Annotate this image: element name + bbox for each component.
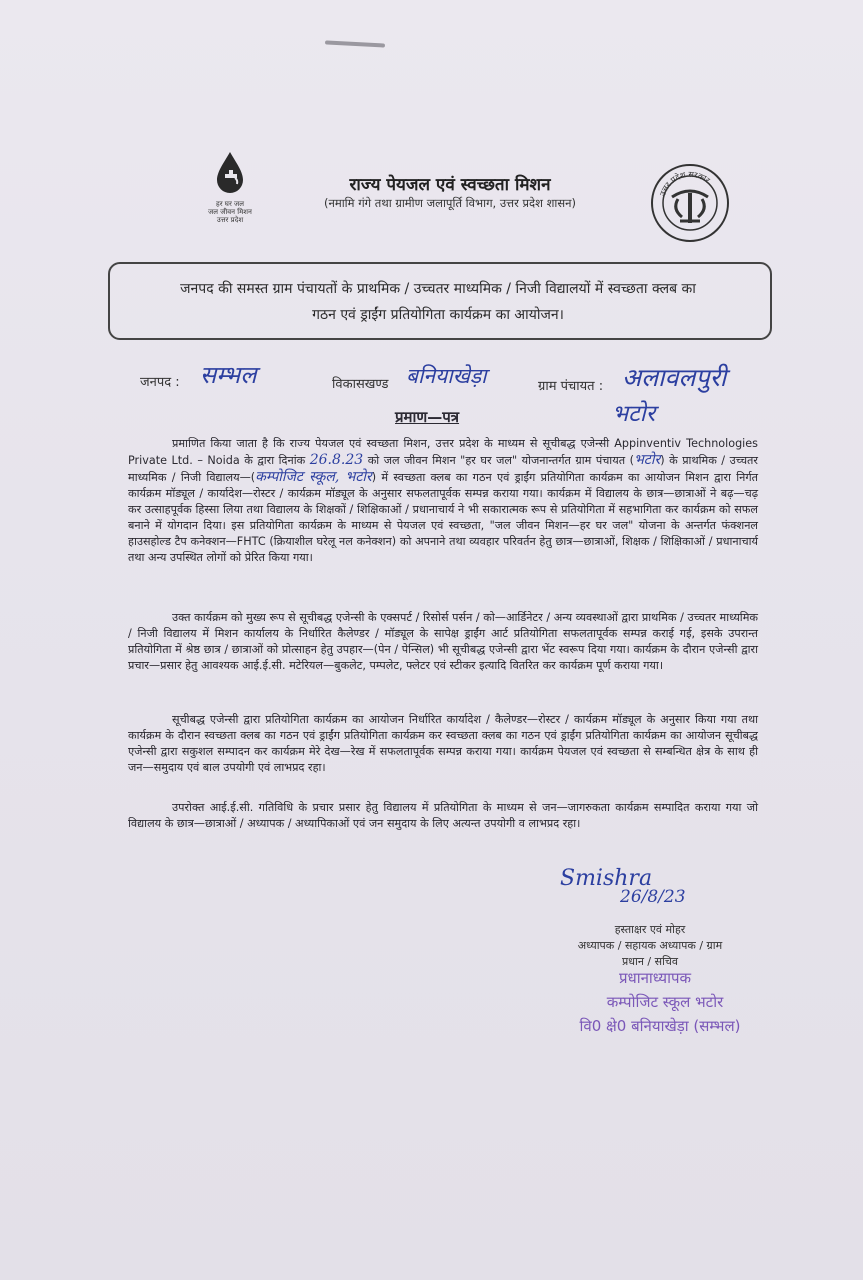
stamp-line-2: कम्पोजिट स्कूल भटोर xyxy=(606,993,724,1011)
p1-text-d: ) में स्वच्छता क्लब का गठन एवं ड्राईंग प्रतियोगिता कार्यक्रम का आयोजन मिशन द्वारा निर्गत कार्यक्रम मॉड्यूल / कार्यादेश—रोस्टर / कार्यक्रम मॉड्यूल के अनुसार सफलतापूर्वक सम्पन्न कराया गया। कार्यक्रम में विद्यालय के छात्र—छात्राओं ने बढ़—चढ़ कर उत्साहपूर्वक हिस्सा लिया तथा विद्यालय के शिक्षकों / शिक्षिकाओं / प्रधानाचार्य ने भी सकारात्मक रूप से प्रतियोगिता में सहभागिता कर कार्यक्रम को सफल बनाने में योगदान दिया। इस प्रतियोगिता कार्यक्रम के माध्यम से पेयजल एवं स्वच्छता, "जल जीवन मिशन—हर घर जल" योजना के अन्तर्गत फंक्शनल हाउसहोल्ड टैप कनेक्शन—FHTC (क्रियाशील घरेलू नल कनेक्शन) को अपनाने तथा व्यवहार परिवर्तन हेतु छात्र—छात्राओं, शिक्षक / शिक्षिकाओं / प्रधानाचार्य तथा अन्य उपस्थित लोगों को प्रेरित किया गया। xyxy=(128,471,758,564)
gram-panchayat-value: अलावलपुरी xyxy=(622,363,727,392)
mission-title: राज्य पेयजल एवं स्वच्छता मिशन xyxy=(349,175,551,195)
water-drop-tap-icon xyxy=(213,150,247,196)
program-date: 26.8.23 xyxy=(309,452,364,468)
signature-mark: Smishra xyxy=(560,866,653,891)
block-label: विकासखण्ड xyxy=(332,377,389,392)
mission-subtitle: (नमामि गंगे तथा ग्रामीण जलापूर्ति विभाग, उत्तर प्रदेश शासन) xyxy=(323,196,577,210)
p1-text-b: को जल जीवन मिशन "हर घर जल" योजनान्तर्गत ग्राम पंचायत ( xyxy=(367,454,634,467)
seal-text: उत्तर प्रदेश सरकार xyxy=(658,169,712,198)
paragraph-gram-panchayat: भटोर xyxy=(633,452,661,468)
uttar-pradesh-state-seal-icon xyxy=(650,163,730,243)
signature-label-1: हस्ताक्षर एवं मोहर xyxy=(614,923,686,936)
paragraph-3: सूचीबद्ध एजेन्सी द्वारा प्रतियोगिता कार्यक्रम का आयोजन निर्धारित कार्यादेश / कैलेण्डर—रोस्टर / कार्यक्रम मॉड्यूल के अनुसार किया गया तथा कार्यक्रम के दौरान स्वच्छता क्लब का गठन एवं ड्राईंग प्रतियोगिता कार्यक्रम कर स्वच्छता क्लब का गठन एवं ड्राईंग प्रतियोगिता कार्यक्रम का आयोजन सूचीबद्ध एजेन्सी द्वारा सकुशल सम्पादन कर कार्यक्रम मेरे देख—रेख में सफलतापूर्वक सम्पन्न कराया गया। कार्यक्रम पेयजल एवं स्वच्छता से सम्बन्धित क्षेत्र के साथ ही जन—समुदाय एवं बाल उपयोगी एवं लाभप्रद रहा। xyxy=(128,713,758,774)
subject-line-2: गठन एवं ड्राईंग प्रतियोगिता कार्यक्रम का आयोजन। xyxy=(312,307,564,323)
gram-panchayat-label: ग्राम पंचायत : xyxy=(538,379,604,394)
gram-panchayat-value-2: भटोर xyxy=(612,401,656,427)
stamp-line-1: प्रधानाध्यापक xyxy=(618,969,692,987)
logo-caption-1: हर घर जल xyxy=(216,200,244,208)
school-name: कम्पोजिट स्कूल, भटोर xyxy=(255,469,372,485)
jal-jeevan-mission-logo xyxy=(200,150,260,224)
paragraph-2: उक्त कार्यक्रम को मुख्य रूप से सूचीबद्ध एजेन्सी के एक्सपर्ट / रिसोर्स पर्सन / को—आर्डिनेटर / अन्य व्यवस्थाओं द्वारा प्राथमिक / उच्चतर माध्यमिक / निजी विद्यालय में मिशन कार्यालय के निर्धारित कैलेण्डर / मॉड्यूल के सापेक्ष ड्राईंग आर्ट प्रतियोगिता सफलतापूर्वक सम्पन्न कराई गई, इसके उपरान्त प्रतियोगिता में श्रेष्ठ छात्र / छात्राओं को प्रोत्साहन हेतु उपहार—(पेन / पेन्सिल) भी सूचीबद्ध एजेन्सी द्वारा भेंट स्वरूप दिया गया। कार्यक्रम के दौरान एजेन्सी द्वारा प्रचार—प्रसार हेतु आवश्यक आई.ई.सी. मटेरियल—बुकलेट, पम्पलेट, फ्लेटर एवं स्टीकर इत्यादि वितरित कर कार्यक्रम पूर्ण कराया गया। xyxy=(128,611,758,672)
certificate-title: प्रमाण—पत्र xyxy=(395,408,460,426)
subject-line-1: जनपद की समस्त ग्राम पंचायतों के प्राथमिक / उच्चतर माध्यमिक / निजी विद्यालयों में स्वच्छता क्लब का xyxy=(180,281,696,297)
paragraph-1 xyxy=(128,436,758,566)
staple xyxy=(325,40,385,47)
district-value: सम्भल xyxy=(200,361,257,389)
block-value: बनियाखेड़ा xyxy=(406,364,487,388)
paragraph-4: उपरोक्त आई.ई.सी. गतिविधि के प्रचार प्रसार हेतु विद्यालय में प्रतियोगिता के माध्यम से जन—जागरुकता कार्यक्रम सम्पादित कराया गया जो विद्यालय के छात्र—छात्राओं / अध्यापक / अध्यापिकाओं एवं जन समुदाय के लिए अत्यन्त उपयोगी व लाभप्रद रहा। xyxy=(128,801,758,830)
logo-caption-2: जल जीवन मिशन xyxy=(208,208,252,216)
stamp-line-3: वि0 क्षे0 बनियाखेड़ा (सम्भल) xyxy=(579,1017,741,1035)
p1-text-c: ) के प्राथमिक / उच्चतर माध्यमिक / निजी विद्यालय—( xyxy=(128,454,758,484)
signature-label-2: अध्यापक / सहायक अध्यापक / ग्राम xyxy=(577,939,723,952)
district-label: जनपद : xyxy=(140,375,180,390)
signature-date: 26/8/23 xyxy=(620,887,686,907)
p1-text-a: प्रमाणित किया जाता है कि राज्य पेयजल एवं स्वच्छता मिशन, उत्तर प्रदेश के माध्यम से सूचीबद्ध एजेन्सी Appinventiv Technologies Private Ltd. – Noida के द्वारा दिनांक xyxy=(128,437,758,467)
signature-label-3: प्रधान / सचिव xyxy=(621,955,679,968)
signature-block xyxy=(560,866,710,907)
logo-caption-3: उत्तर प्रदेश xyxy=(216,216,244,224)
subject-text xyxy=(118,276,758,328)
